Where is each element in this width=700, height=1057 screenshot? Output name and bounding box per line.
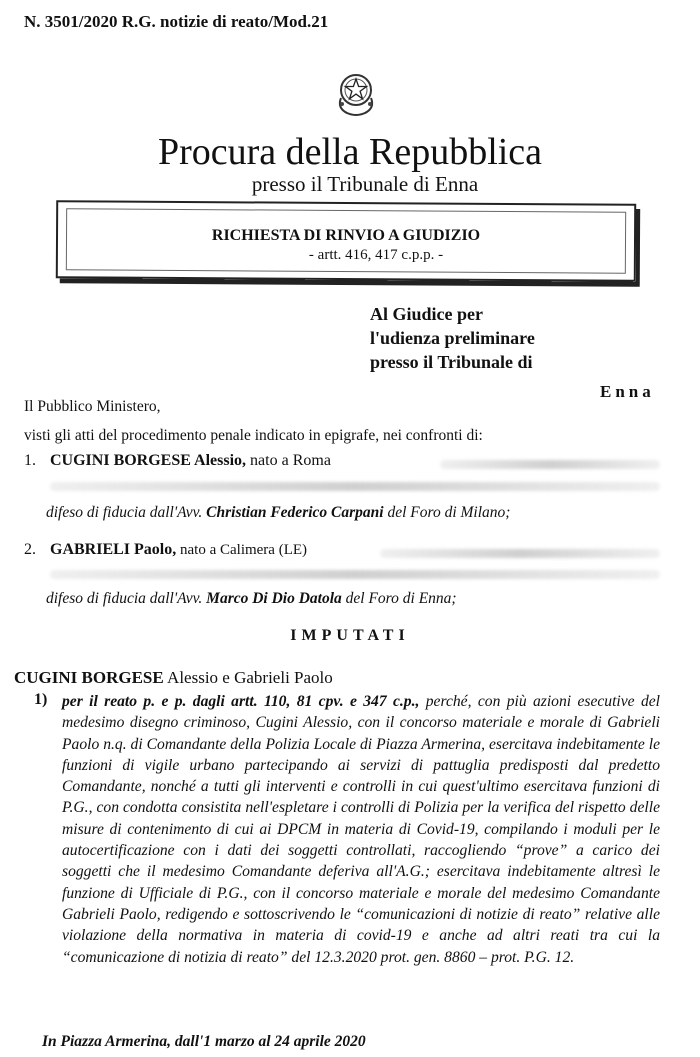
charged-defendants: CUGINI BORGESE Alessio e Gabrieli Paolo	[14, 668, 333, 687]
defendant-2-identity	[50, 541, 307, 559]
intro-line-2: visti gli atti del procedimento penale indicato in epigrafe, nei confronti di:	[24, 427, 483, 444]
intro-line-1: Il Pubblico Ministero,	[24, 398, 161, 415]
addressee-line-2: l'udienza preliminare	[370, 328, 535, 348]
italian-republic-emblem-icon	[333, 68, 379, 118]
charge-1-number: 1)	[34, 691, 48, 708]
charge-place-date: In Piazza Armerina, dall'1 marzo al 24 aprile 2020	[42, 1033, 366, 1050]
request-title: RICHIESTA DI RINVIO A GIUDIZIO	[211, 227, 481, 244]
addressee-line-1: Al Giudice per	[370, 304, 483, 324]
request-articles: - artt. 416, 417 c.p.p. -	[308, 247, 444, 263]
redacted-text	[50, 482, 660, 491]
charge-1-text	[62, 691, 660, 968]
addressee-city: Enna	[600, 382, 655, 401]
office-title: Procura della Repubblica	[157, 131, 543, 173]
defendant-2-birth: nato a Calimera (LE)	[176, 542, 308, 558]
defendant-1-counsel: difeso di fiducia dall'Avv. Christian Federico Carpani del Foro di Milano;	[46, 504, 511, 521]
redacted-text	[440, 460, 660, 469]
defendant-1-identity	[50, 452, 331, 470]
addressee-line-3: presso il Tribunale di	[370, 352, 533, 372]
redacted-text	[380, 549, 660, 558]
defendant-2-counsel: difeso di fiducia dall'Avv. Marco Di Dio Datola del Foro di Enna;	[46, 590, 457, 607]
defendant-1-number: 1.	[24, 452, 36, 469]
addressee-block	[370, 302, 535, 374]
defendant-1-birth: nato a Roma	[246, 452, 331, 469]
redacted-text	[50, 570, 660, 579]
defendant-2-number: 2.	[24, 541, 36, 558]
defendant-2-counsel-name: Marco Di Dio Datola	[206, 590, 342, 607]
defendant-2-name: GABRIELI Paolo,	[50, 541, 177, 558]
defendant-1-name: CUGINI BORGESE Alessio,	[50, 452, 247, 469]
charge-1-body: perché, con più azioni esecutive del medesimo disegno criminoso, Cugini Alessio, con il concorso materiale e morale di Gabrieli Paolo n.q. di Comandante della Polizia Locale di Piazza Armerina, esercitava indebitamente le funzioni di vigile urbano partecipando ai servizi di pattuglia predisposti dal predetto Comandante, nonché a tutti gli interventi e controlli in cui quest'ultimo esercitava funzioni di P.G., con condotta consistita nell'espletare i controlli di Polizia per la verifica del rispetto delle misure di contenimento di cui ai DPCM in materia di Covid-19, compilando i moduli per le autocertificazione con i dati dei soggetti controllati, raccogliendo “prove” a carico dei soggetti che il medesimo Comandante deferiva all'A.G.; esercitava indebitamente altresì le funzione di Ufficiale di P.G., con il concorso materiale e morale del medesimo Comandante Gabrieli Paolo, redigendo e sottoscrivendo le “comunicazioni di notizie di reato” relative alle violazione della normativa in materia di covid-19 e anche ad altri reati tra cui la “comunicazione di notizia di reato” del 12.3.2020 prot. gen. 8860 – prot. P.G. 12.	[62, 693, 660, 966]
defendant-1-counsel-name: Christian Federico Carpani	[206, 504, 384, 521]
charge-1-lead: per il reato p. e p. dagli artt. 110, 81 cpv. e 347 c.p.,	[62, 693, 420, 710]
imputati-heading: IMPUTATI	[290, 627, 410, 644]
case-number: N. 3501/2020 R.G. notizie di reato/Mod.21	[24, 12, 329, 31]
office-subtitle: presso il Tribunale di Enna	[251, 172, 479, 196]
